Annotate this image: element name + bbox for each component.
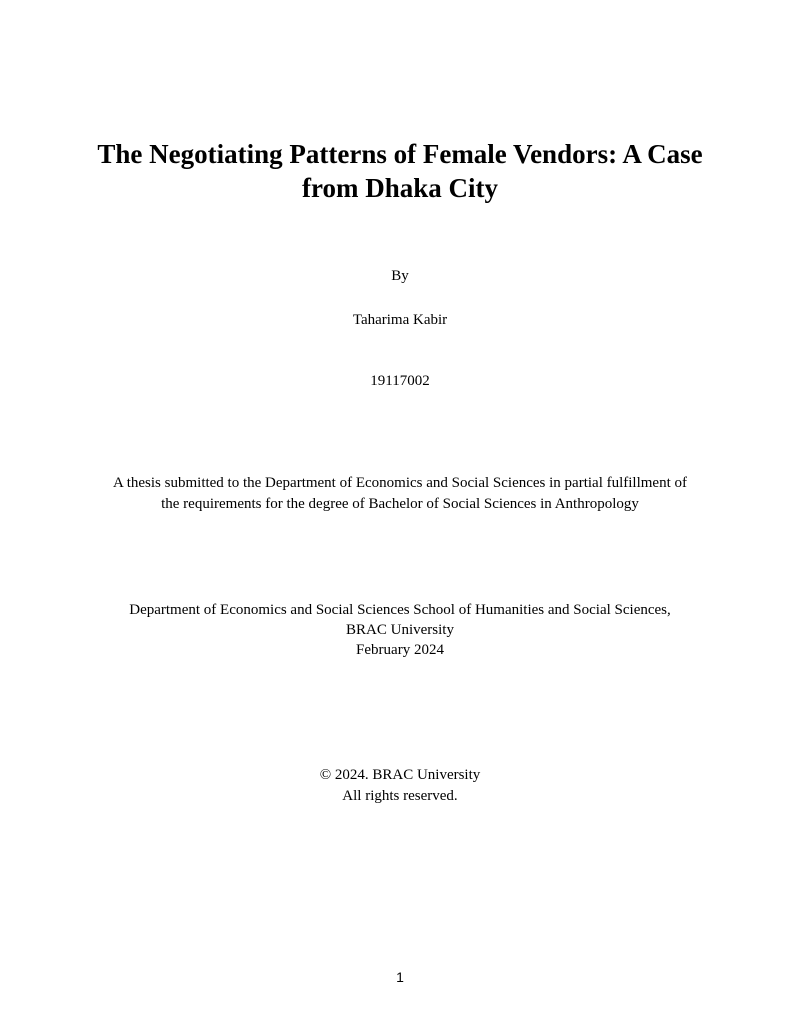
university-line: BRAC University xyxy=(346,622,454,638)
department-line: Department of Economics and Social Sciences School of Humanities and Social Sciences, xyxy=(129,602,671,618)
author-name: Taharima Kabir xyxy=(352,312,448,328)
rights-line: All rights reserved. xyxy=(342,788,458,804)
submission-statement-line-2: the requirements for the degree of Bachelor of Social Sciences in Anthropology xyxy=(161,496,639,512)
date-line: February 2024 xyxy=(356,642,444,658)
submission-statement xyxy=(0,473,800,515)
thesis-title xyxy=(0,137,800,205)
copyright-block xyxy=(0,765,800,807)
thesis-title-line-2: from Dhaka City xyxy=(301,173,498,203)
by-label: By xyxy=(391,268,409,284)
copyright-line: © 2024. BRAC University xyxy=(319,767,481,783)
student-id: 19117002 xyxy=(370,373,430,389)
institution-block xyxy=(0,600,800,660)
page-number: 1 xyxy=(396,969,404,985)
thesis-title-line-1: The Negotiating Patterns of Female Vendors: A Case xyxy=(97,139,703,169)
submission-statement-line-1: A thesis submitted to the Department of Economics and Social Sciences in partial fulfillment of xyxy=(112,475,688,491)
